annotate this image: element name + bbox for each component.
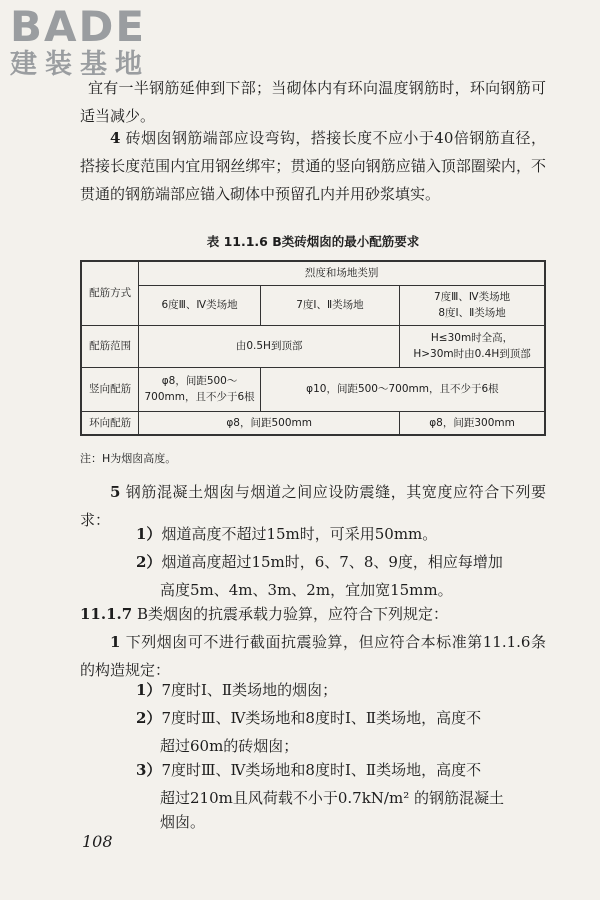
item-text: 钢筋混凝土烟囱与烟道之间应设防震缝，其宽度应符合下列要求： bbox=[80, 483, 546, 529]
item-number: 4 bbox=[110, 129, 121, 147]
sub-item-text: 烟道高度不超过15m时，可采用50mm。 bbox=[161, 525, 438, 543]
table-cell: φ8，间距500mm bbox=[139, 411, 400, 435]
table-subheader-row bbox=[81, 285, 545, 325]
row-label: 配筋范围 bbox=[81, 325, 139, 367]
table-cell: φ10，间距500～700mm，且不少于6根 bbox=[260, 367, 545, 411]
sub-item-text: 7度时Ⅰ、Ⅱ类场地的烟囱； bbox=[161, 681, 338, 699]
row-label: 竖向配筋 bbox=[81, 367, 139, 411]
cell-line: H>30m时由0.4H到顶部 bbox=[413, 348, 531, 360]
clause-sub-item-3 bbox=[136, 756, 481, 784]
logo-wordmark: BADE bbox=[10, 2, 147, 51]
paragraph-continued: 宜有一半钢筋延伸到下部；当砌体内有环向温度钢筋时，环向钢筋可适当减少。 bbox=[80, 79, 546, 125]
header-col-c bbox=[400, 285, 545, 325]
cell-line: 700mm，且不少于6根 bbox=[144, 391, 255, 403]
header-col-a: 6度Ⅲ、Ⅳ类场地 bbox=[139, 285, 261, 325]
cell-line: H≤30m时全高， bbox=[430, 332, 514, 344]
clause-text: B类烟囱的抗震承载力验算，应符合下列规定： bbox=[136, 605, 449, 623]
table-cell bbox=[400, 325, 545, 367]
sub-item-number: 3） bbox=[136, 761, 162, 779]
sub-item-1 bbox=[136, 520, 437, 548]
page-number: 108 bbox=[82, 832, 113, 851]
brand-watermark-logo bbox=[10, 2, 150, 80]
item-text: 下列烟囱可不进行截面抗震验算，但应符合本标准第11.1.6条的构造规定： bbox=[80, 633, 546, 679]
header-col-c-line2: 8度Ⅰ、Ⅱ类场地 bbox=[438, 307, 506, 319]
table-row bbox=[81, 325, 545, 367]
clause-number: 11.1.7 bbox=[80, 605, 133, 623]
sub-item-2-cont: 高度5m、4m、3m、2m，宜加宽15mm。 bbox=[160, 581, 453, 599]
clause-sub-item-2 bbox=[136, 704, 481, 732]
row-label: 环向配筋 bbox=[81, 411, 139, 435]
header-reinforcement-type: 配筋方式 bbox=[81, 261, 139, 325]
clause-sub-item-2-cont: 超过60m的砖烟囱； bbox=[160, 737, 299, 755]
sub-item-number: 1） bbox=[136, 525, 162, 543]
min-reinforcement-table bbox=[80, 260, 546, 436]
table-note: 注：H为烟囱高度。 bbox=[80, 452, 177, 465]
clause-sub-item-1 bbox=[136, 676, 337, 704]
table-cell: 由0.5H到顶部 bbox=[139, 325, 400, 367]
sub-item-2 bbox=[136, 548, 503, 576]
sub-item-text: 7度时Ⅲ、Ⅳ类场地和8度时Ⅰ、Ⅱ类场地，高度不 bbox=[161, 761, 482, 779]
logo-subtitle: 建装基地 bbox=[10, 49, 150, 80]
clause-11-1-7 bbox=[80, 600, 546, 628]
table-header-row bbox=[81, 261, 545, 285]
clause-sub-item-3-cont: 超过210m且风荷载不小于0.7kN/m² 的钢筋混凝土 bbox=[160, 789, 504, 807]
header-intensity-site: 烈度和场地类别 bbox=[139, 261, 545, 285]
table-cell: φ8，间距300mm bbox=[400, 411, 545, 435]
table-row bbox=[81, 411, 545, 435]
clause-sub-item-3-cont2: 烟囱。 bbox=[160, 813, 206, 831]
item-text: 砖烟囱钢筋端部应设弯钩，搭接长度不应小于40倍钢筋直径，搭接长度范围内宜用钢丝绑牢；贯通的竖向钢筋应锚入顶部圈梁内，不贯通的钢筋端部应锚入砌体中预留孔内并用砂浆填实。 bbox=[80, 129, 546, 203]
paragraph-item-4 bbox=[80, 124, 546, 208]
table-cell bbox=[139, 367, 261, 411]
sub-item-number: 2） bbox=[136, 553, 162, 571]
table-caption: 表 11.1.6 B类砖烟囱的最小配筋要求 bbox=[206, 234, 420, 249]
table-row bbox=[81, 367, 545, 411]
item-number: 1 bbox=[110, 633, 121, 651]
sub-item-text: 7度时Ⅲ、Ⅳ类场地和8度时Ⅰ、Ⅱ类场地，高度不 bbox=[161, 709, 482, 727]
cell-line: φ8，间距500～ bbox=[161, 375, 238, 387]
sub-item-number: 2） bbox=[136, 709, 162, 727]
sub-item-text: 烟道高度超过15m时，6、7、8、9度，相应每增加 bbox=[161, 553, 503, 571]
item-number: 5 bbox=[110, 483, 121, 501]
header-col-b: 7度Ⅰ、Ⅱ类场地 bbox=[260, 285, 399, 325]
sub-item-number: 1） bbox=[136, 681, 162, 699]
header-col-c-line1: 7度Ⅲ、Ⅳ类场地 bbox=[433, 291, 511, 303]
